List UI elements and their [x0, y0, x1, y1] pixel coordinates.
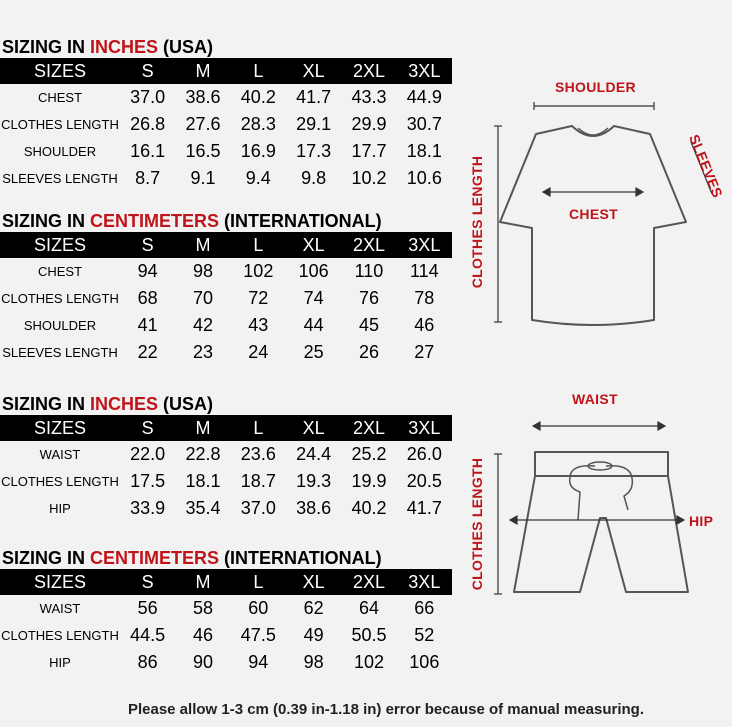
table-cell: XL — [302, 418, 325, 438]
table-cell: 33.9 — [130, 498, 166, 518]
table-cell: 16.5 — [185, 141, 221, 161]
shirt-clothes-length-label: CLOTHES LENGTH — [469, 155, 485, 289]
row-label: SIZES — [33, 572, 86, 592]
table-cell: 8.7 — [135, 168, 161, 188]
shorts-diagram — [514, 452, 688, 592]
section-title: SIZING IN INCHES (USA) — [2, 394, 214, 414]
table-cell: 24.4 — [296, 444, 332, 464]
table-cell: 10.6 — [406, 168, 442, 188]
table-cell: S — [141, 235, 154, 255]
row-label: CLOTHES LENGTH — [1, 474, 119, 489]
table-cell: 2XL — [352, 418, 385, 438]
table-cell: 72 — [248, 288, 269, 308]
table-cell: 41.7 — [296, 87, 332, 107]
table-cell: XL — [302, 61, 325, 81]
table-cell: S — [141, 572, 154, 592]
table-cell: 19.9 — [351, 471, 387, 491]
table-cell: L — [253, 61, 264, 81]
section-title: SIZING IN INCHES (USA) — [2, 37, 214, 57]
table-cell: 40.2 — [351, 498, 387, 518]
table-cell: 68 — [137, 288, 158, 308]
table-cell: 27 — [414, 342, 435, 362]
table-cell: 50.5 — [351, 625, 387, 645]
table-cell: 110 — [354, 261, 384, 281]
table-cell: 98 — [192, 261, 213, 281]
hip-label: HIP — [689, 513, 714, 529]
row-label: HIP — [49, 655, 71, 670]
row-label: SLEEVES LENGTH — [2, 345, 118, 360]
table-cell: 106 — [409, 652, 440, 672]
table-cell: S — [141, 418, 154, 438]
table-cell: L — [253, 235, 264, 255]
table-cell: 26 — [358, 342, 379, 362]
table-cell: 27.6 — [185, 114, 221, 134]
table-cell: 9.1 — [190, 168, 216, 188]
row-label: SHOULDER — [23, 318, 97, 333]
table-cell: M — [195, 235, 211, 255]
table-cell: 43 — [248, 315, 269, 335]
table-cell: 16.9 — [240, 141, 276, 161]
table-cell: 2XL — [352, 61, 385, 81]
table-cell: 18.1 — [406, 141, 442, 161]
table-cell: 3XL — [408, 235, 441, 255]
table-cell: 25 — [303, 342, 324, 362]
table-cell: 40.2 — [240, 87, 276, 107]
table-cell: 43.3 — [351, 87, 387, 107]
table-cell: 94 — [248, 652, 269, 672]
table-cell: 3XL — [408, 572, 441, 592]
table-cell: 10.2 — [351, 168, 387, 188]
row-label: SIZES — [33, 235, 86, 255]
table-cell: 106 — [298, 261, 329, 281]
table-cell: XL — [302, 572, 325, 592]
table-cell: 19.3 — [296, 471, 332, 491]
table-cell: 17.7 — [351, 141, 387, 161]
table-cell: 52 — [414, 625, 435, 645]
table-cell: 2XL — [352, 572, 385, 592]
table-cell: 2XL — [352, 235, 385, 255]
row-label: CLOTHES LENGTH — [1, 628, 119, 643]
table-cell: 26.0 — [406, 444, 442, 464]
row-label: CHEST — [37, 264, 83, 279]
table-cell: 47.5 — [240, 625, 276, 645]
table-cell: 16.1 — [130, 141, 166, 161]
table-cell: 58 — [192, 598, 213, 618]
table-cell: M — [195, 61, 211, 81]
table-cell: 9.4 — [245, 168, 271, 188]
table-cell: 38.6 — [185, 87, 221, 107]
table-cell: 49 — [303, 625, 324, 645]
table-cell: 46 — [192, 625, 213, 645]
table-cell: 26.8 — [130, 114, 166, 134]
row-label: SIZES — [33, 61, 86, 81]
row-label: WAIST — [39, 447, 81, 462]
table-cell: 18.7 — [240, 471, 276, 491]
table-cell: 17.5 — [130, 471, 166, 491]
row-label: HIP — [49, 501, 71, 516]
measurement-note: Please allow 1-3 cm (0.39 in-1.18 in) error because of manual measuring. — [127, 701, 645, 718]
table-cell: 56 — [137, 598, 158, 618]
table-cell: 35.4 — [185, 498, 221, 518]
table-cell: 23 — [192, 342, 213, 362]
table-cell: 74 — [303, 288, 324, 308]
table-cell: 25.2 — [351, 444, 387, 464]
table-cell: 17.3 — [296, 141, 332, 161]
table-cell: 64 — [358, 598, 379, 618]
table-cell: M — [195, 418, 211, 438]
table-cell: 37.0 — [130, 87, 166, 107]
table-cell: 44.5 — [130, 625, 166, 645]
chest-label: CHEST — [569, 206, 618, 222]
row-label: SIZES — [33, 418, 86, 438]
table-cell: 37.0 — [240, 498, 276, 518]
table-cell: 42 — [192, 315, 213, 335]
table-cell: 78 — [414, 288, 435, 308]
table-cell: 29.1 — [296, 114, 332, 134]
table-cell: 90 — [192, 652, 213, 672]
waist-label: WAIST — [572, 391, 618, 407]
table-cell: 22 — [137, 342, 158, 362]
table-cell: 22.8 — [185, 444, 221, 464]
table-cell: 66 — [414, 598, 435, 618]
row-label: CLOTHES LENGTH — [1, 291, 119, 306]
sleeves-label: SLEEVES — [686, 132, 726, 200]
table-cell: 114 — [409, 261, 439, 281]
table-cell: 29.9 — [351, 114, 387, 134]
table-cell: 46 — [414, 315, 435, 335]
table-cell: 44.9 — [406, 87, 442, 107]
table-cell: 38.6 — [296, 498, 332, 518]
table-cell: M — [195, 572, 211, 592]
table-cell: 30.7 — [406, 114, 442, 134]
table-cell: 45 — [358, 315, 379, 335]
table-cell: L — [253, 572, 264, 592]
table-cell: L — [253, 418, 264, 438]
table-cell: 23.6 — [240, 444, 276, 464]
table-cell: 102 — [243, 261, 274, 281]
table-cell: 9.8 — [301, 168, 327, 188]
table-cell: 24 — [248, 342, 269, 362]
table-cell: 41.7 — [406, 498, 442, 518]
section-title: SIZING IN CENTIMETERS (INTERNATIONAL) — [2, 211, 382, 231]
table-cell: 3XL — [408, 418, 441, 438]
table-cell: 98 — [303, 652, 324, 672]
table-cell: 22.0 — [130, 444, 166, 464]
table-cell: 3XL — [408, 61, 441, 81]
row-label: SLEEVES LENGTH — [2, 171, 118, 186]
table-cell: 70 — [192, 288, 213, 308]
row-label: CHEST — [37, 90, 83, 105]
table-cell: 86 — [137, 652, 158, 672]
table-cell: 41 — [137, 315, 158, 335]
row-label: WAIST — [39, 601, 81, 616]
table-cell: XL — [302, 235, 325, 255]
table-cell: 60 — [248, 598, 269, 618]
tshirt-diagram — [500, 126, 686, 325]
table-cell: 76 — [358, 288, 379, 308]
table-cell: 28.3 — [240, 114, 276, 134]
table-cell: 44 — [303, 315, 324, 335]
table-cell: 102 — [353, 652, 384, 672]
table-cell: S — [141, 61, 154, 81]
table-cell: 18.1 — [185, 471, 221, 491]
row-label: SHOULDER — [23, 144, 97, 159]
row-label: CLOTHES LENGTH — [1, 117, 119, 132]
table-cell: 20.5 — [406, 471, 442, 491]
table-cell: 94 — [137, 261, 158, 281]
shoulder-label: SHOULDER — [555, 79, 636, 95]
shorts-clothes-length-label: CLOTHES LENGTH — [469, 457, 485, 591]
table-cell: 62 — [303, 598, 324, 618]
section-title: SIZING IN CENTIMETERS (INTERNATIONAL) — [2, 548, 382, 568]
